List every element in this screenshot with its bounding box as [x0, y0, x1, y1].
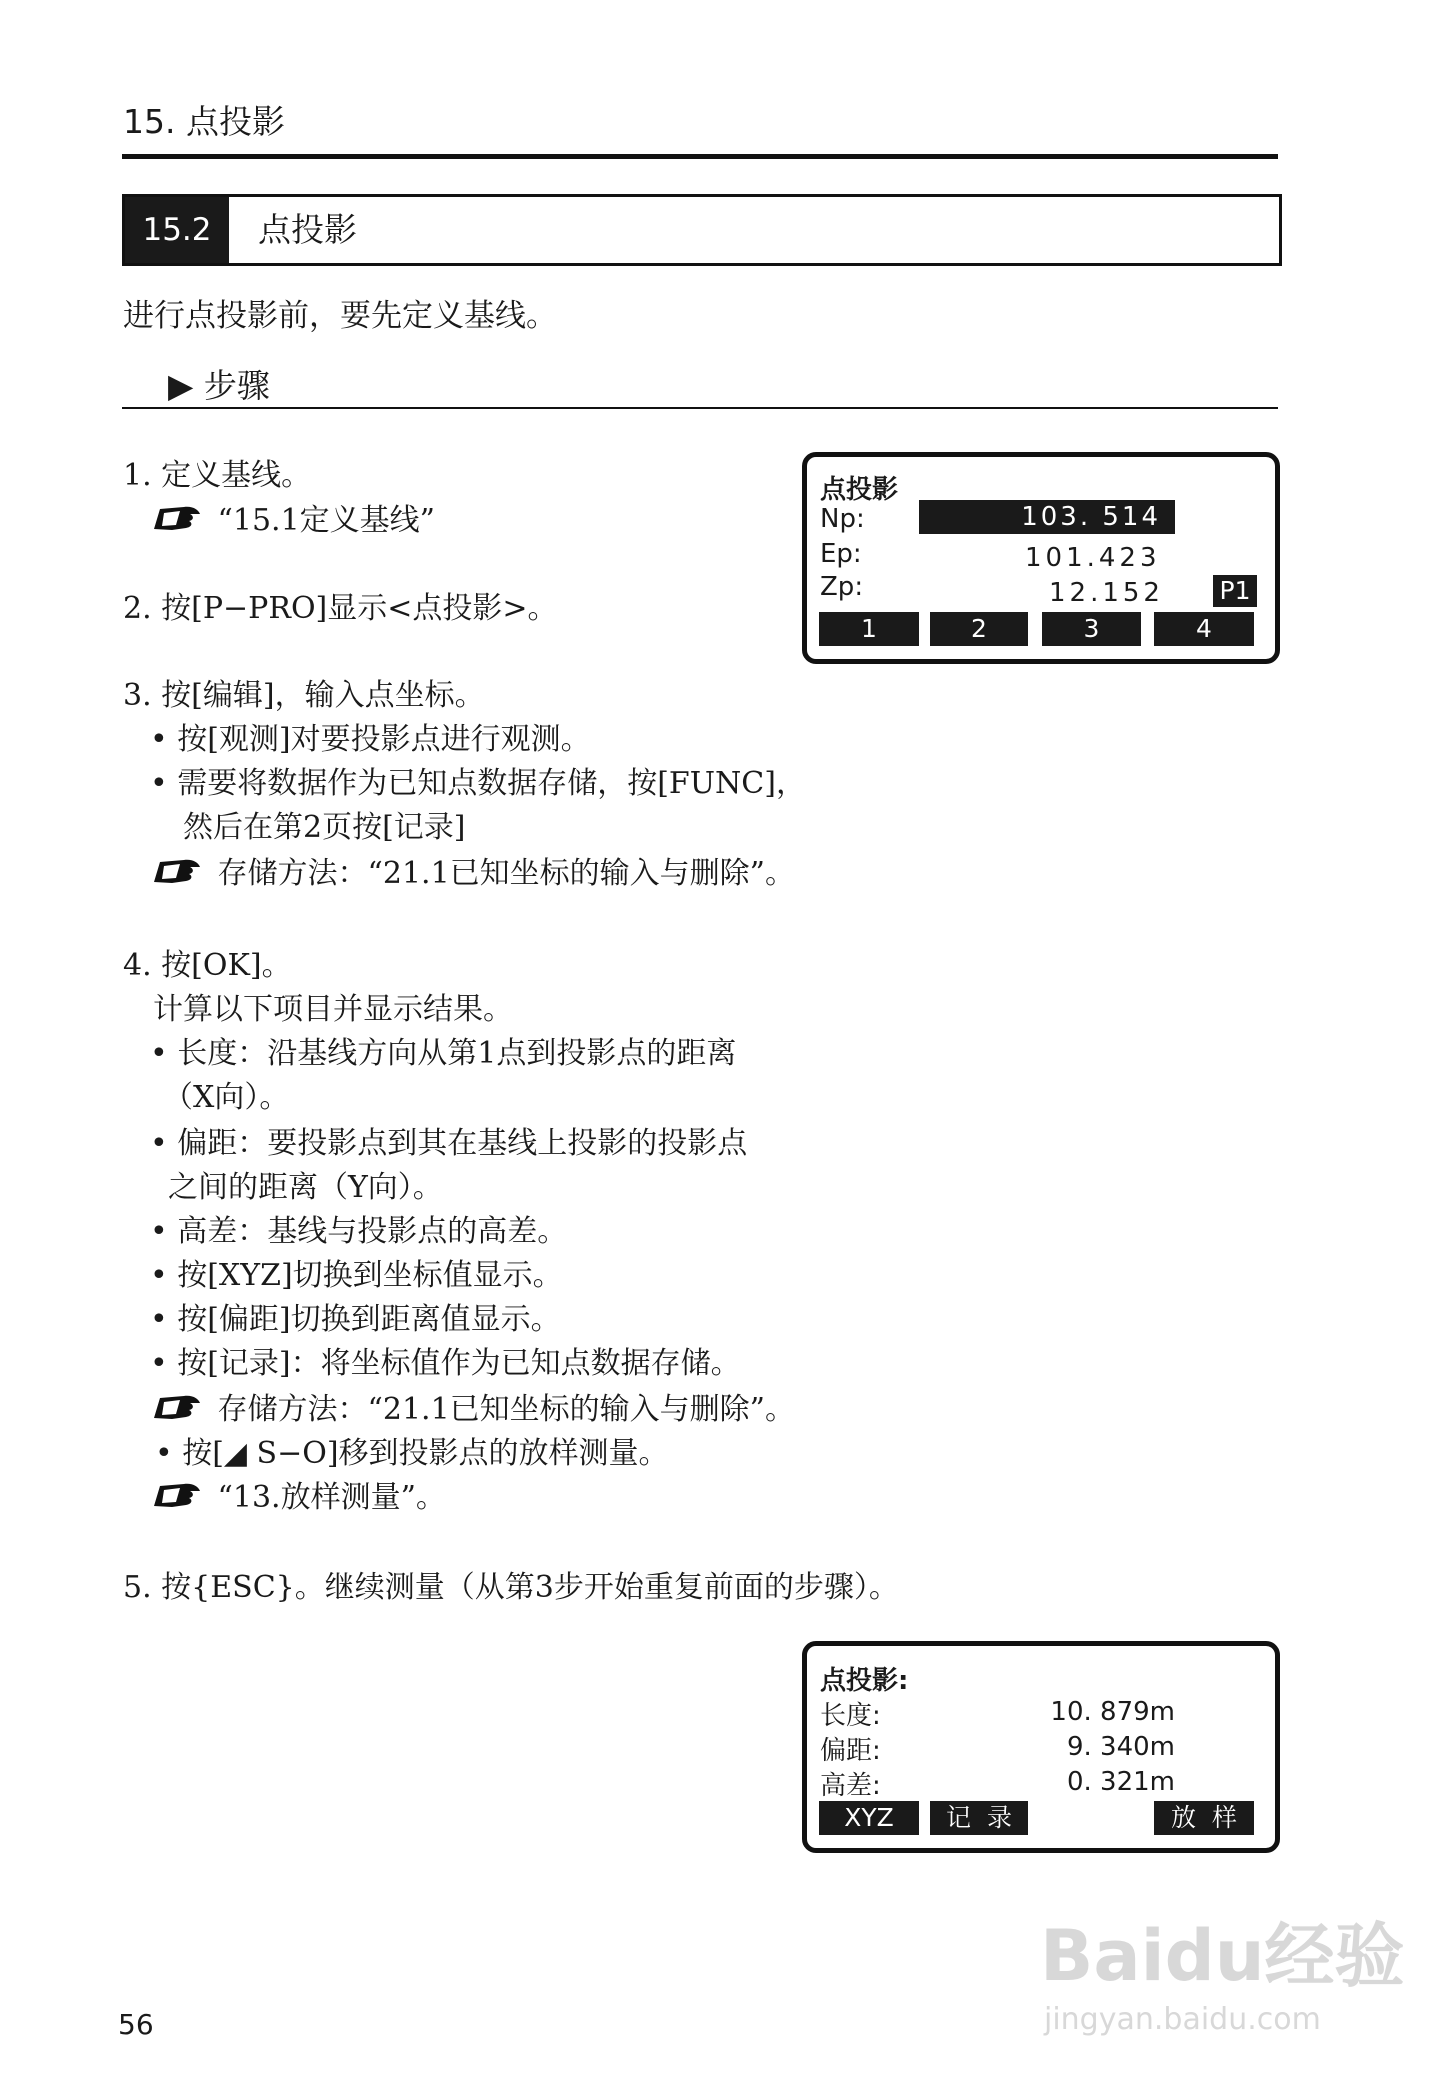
body-line — [123, 450, 311, 494]
screen1-zp-label: Zp: — [820, 572, 864, 602]
body-line — [123, 1562, 899, 1606]
screen2-offset-value: 9. 340m — [1066, 1732, 1175, 1762]
body-line-text: • 按[记录]：将坐标值作为已知点数据存储。 — [150, 1346, 741, 1381]
body-line — [150, 1118, 747, 1162]
body-line — [150, 758, 806, 802]
body-line-text: （X向）。 — [163, 1080, 290, 1115]
screen1-title: 点投影 — [820, 475, 899, 505]
body-line-text: “13.放样测量”。 — [217, 1480, 446, 1515]
body-line — [150, 1028, 736, 1072]
screen2-height-diff-label: 高差: — [820, 1771, 881, 1801]
body-line — [150, 1250, 563, 1294]
screen1-ep-value: 101.423 — [1025, 543, 1161, 573]
section-number: 15.2 — [125, 197, 229, 263]
reference-line — [150, 848, 795, 892]
body-line — [150, 1206, 567, 1250]
reference-line — [150, 1472, 446, 1516]
intro-text: 进行点投影前，要先定义基线。 — [123, 298, 557, 334]
body-line-text: 1. 定义基线。 — [123, 458, 312, 493]
body-line — [123, 583, 558, 627]
screen1-zp-value: 12.152 — [1049, 578, 1164, 608]
body-line — [155, 1428, 669, 1472]
softkey-xyz[interactable]: XYZ — [819, 1801, 919, 1835]
body-line-text: 然后在第2页按[记录] — [183, 810, 466, 845]
body-line — [123, 670, 485, 714]
reference-line — [150, 1384, 795, 1428]
display-screen-point-projection — [802, 452, 1280, 664]
screen1-np-value[interactable]: 103. 514 — [919, 500, 1175, 534]
body-line-text: • 长度：沿基线方向从第1点到投影点的距离 — [150, 1036, 737, 1071]
screen1-np-label: Np: — [820, 504, 865, 534]
body-line — [163, 1072, 289, 1116]
body-line-text: 存储方法：“21.1已知坐标的输入与删除”。 — [217, 856, 796, 891]
body-line-text: 2. 按[P−PRO]显示<点投影>。 — [123, 591, 558, 626]
screen2-title: 点投影: — [820, 1666, 909, 1696]
body-line-text: • 偏距：要投影点到其在基线上投影的投影点 — [150, 1126, 748, 1161]
softkey-record[interactable]: 记 录 — [930, 1801, 1028, 1835]
screen1-page-indicator: P1 — [1213, 575, 1257, 607]
reference-line — [150, 495, 435, 539]
body-line — [153, 984, 513, 1028]
body-line-text: • 按[XYZ]切换到坐标值显示。 — [150, 1258, 563, 1293]
watermark-url: jingyan.baidu.com — [1044, 2002, 1321, 2037]
softkey-2[interactable]: 2 — [930, 612, 1028, 646]
steps-heading: ▶ 步骤 — [168, 366, 270, 405]
body-line-text: 存储方法：“21.1已知坐标的输入与删除”。 — [217, 1392, 796, 1427]
body-line — [123, 940, 292, 984]
body-line-text: • 按[◢ S−O]移到投影点的放样测量。 — [155, 1436, 669, 1471]
screen2-height-diff-value: 0. 321m — [1066, 1767, 1175, 1797]
pointing-hand-icon — [150, 501, 208, 535]
body-line-text: • 需要将数据作为已知点数据存储，按[FUNC]， — [150, 766, 806, 801]
watermark-logo: Baidu经验 — [1040, 1915, 1405, 1997]
screen2-length-value: 10. 879m — [1050, 1697, 1175, 1727]
body-line-text: • 按[偏距]切换到距离值显示。 — [150, 1302, 561, 1337]
body-line-text: 4. 按[OK]。 — [123, 948, 292, 983]
body-line-text: 5. 按{ESC}。继续测量（从第3步开始重复前面的步骤）。 — [123, 1570, 899, 1605]
body-line — [150, 1338, 741, 1382]
pointing-hand-icon — [150, 1478, 208, 1512]
pointing-hand-icon — [150, 854, 208, 888]
section-title: 点投影 — [258, 210, 357, 249]
display-screen-projection-result — [802, 1641, 1280, 1853]
body-line — [183, 802, 466, 846]
body-line-text: 3. 按[编辑]，输入点坐标。 — [123, 678, 485, 713]
page-number: 56 — [118, 2008, 154, 2041]
steps-rule — [122, 407, 1278, 409]
body-line-text: • 按[观测]对要投影点进行观测。 — [150, 722, 591, 757]
softkey-stakeout[interactable]: 放 样 — [1154, 1801, 1254, 1835]
screen1-ep-label: Ep: — [820, 539, 862, 569]
body-line-text: “15.1定义基线” — [217, 503, 436, 538]
softkey-1[interactable]: 1 — [819, 612, 919, 646]
screen2-offset-label: 偏距: — [820, 1736, 881, 1766]
pointing-hand-icon — [150, 1390, 208, 1424]
body-line-text: 之间的距离（Y向）。 — [168, 1170, 443, 1205]
softkey-4[interactable]: 4 — [1154, 612, 1254, 646]
screen2-length-label: 长度: — [820, 1701, 881, 1731]
body-line-text: 计算以下项目并显示结果。 — [153, 992, 513, 1027]
body-line — [150, 714, 591, 758]
body-line — [150, 1294, 561, 1338]
softkey-3[interactable]: 3 — [1042, 612, 1141, 646]
chapter-title: 15. 点投影 — [123, 102, 285, 141]
section-header — [122, 194, 1282, 266]
body-line — [168, 1162, 443, 1206]
body-line-text: • 高差：基线与投影点的高差。 — [150, 1214, 568, 1249]
chapter-rule — [122, 154, 1278, 159]
